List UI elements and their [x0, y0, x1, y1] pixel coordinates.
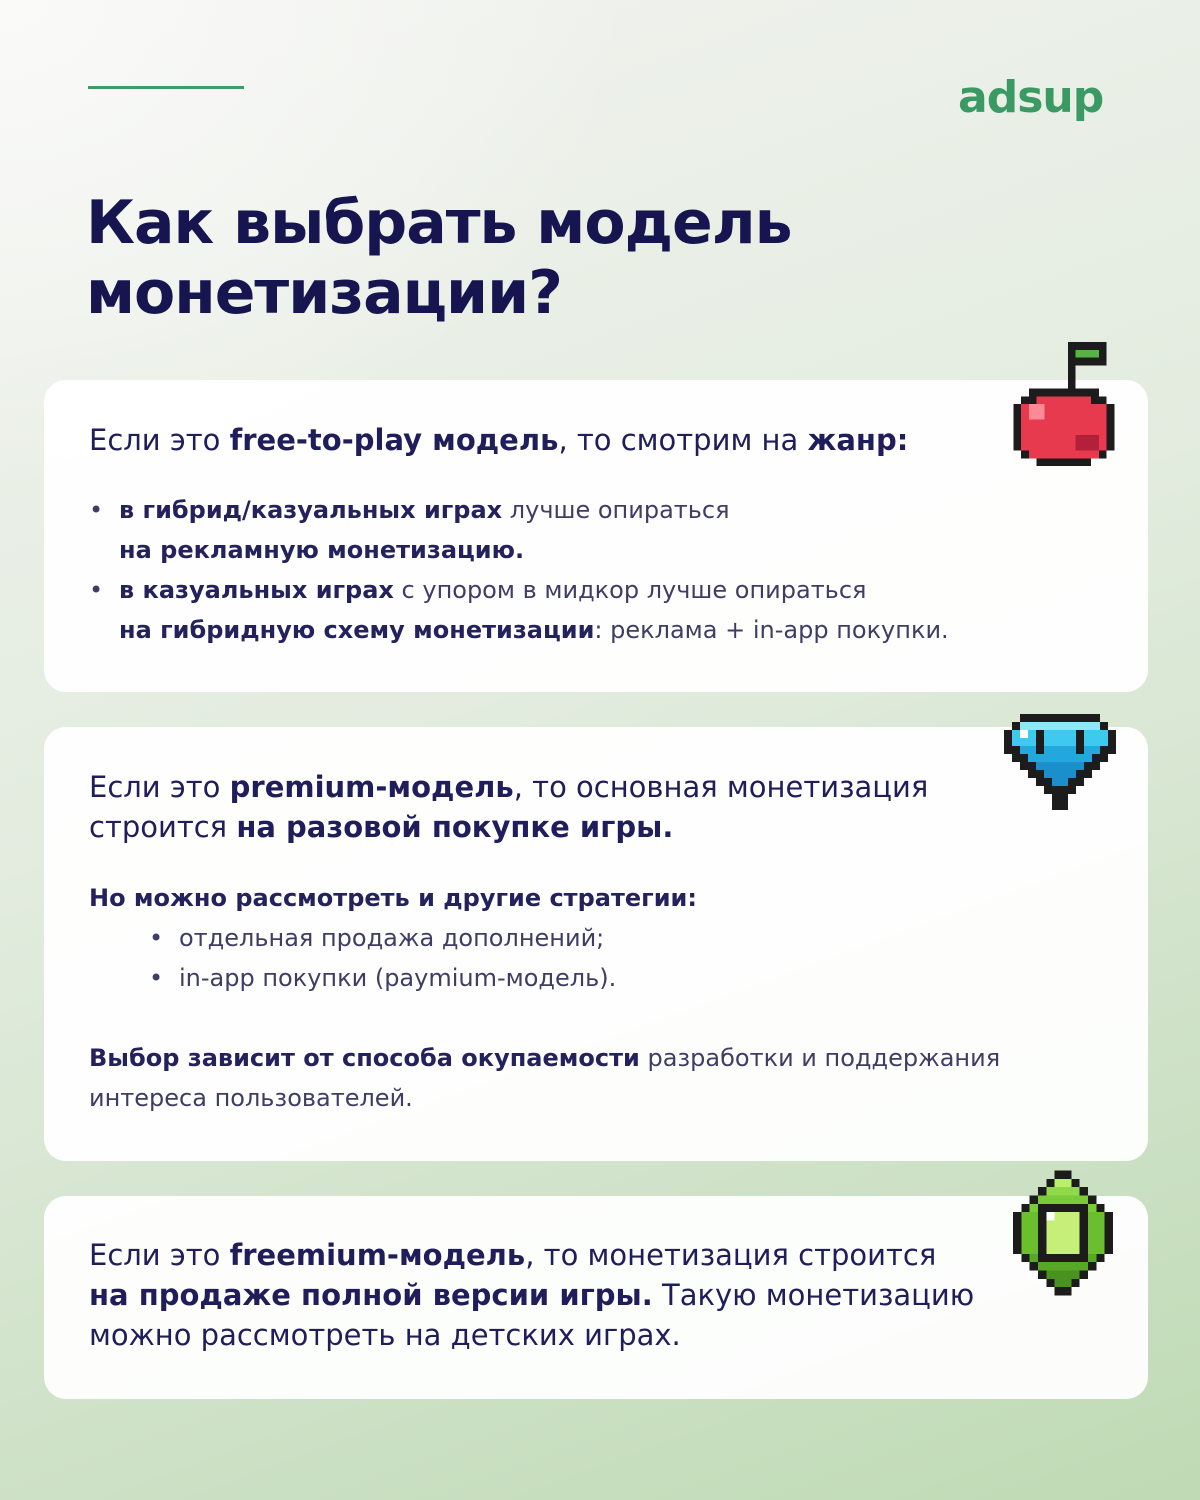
premium-card — [44, 727, 1148, 1161]
card1-lead-text: Если это — [89, 423, 230, 457]
card3-lead-model: freemium-модель — [229, 1238, 526, 1272]
card3-lead-bold: на продаже полной версии игры. — [89, 1278, 653, 1312]
card2-note-bold: Выбор зависит от способа окупаемости — [89, 1044, 640, 1072]
card2-lead-purchase: на разовой покупке игры. — [236, 810, 674, 844]
pixel-apple-icon — [1004, 342, 1116, 474]
card2-list — [149, 918, 616, 998]
card2-subheading-text: Но можно рассмотреть и другие стратегии: — [89, 884, 697, 912]
pixel-emerald-icon — [1013, 1170, 1113, 1296]
card2-note-text: разработки и поддержания — [639, 1044, 1001, 1072]
list-item — [89, 490, 949, 570]
title-line-2: монетизации? — [86, 258, 562, 328]
card3-lead — [89, 1235, 974, 1355]
list-item-text: с упором в мидкор лучше опираться — [393, 576, 867, 604]
list-item-bold-2: на рекламную монетизацию. — [119, 536, 525, 564]
card2-note-text-2: интереса пользователей. — [89, 1084, 413, 1112]
title-line-1: Как выбрать модель — [86, 188, 792, 258]
card2-lead-text-2: , то основная монетизация — [513, 770, 929, 804]
card1-lead-genre: жанр: — [807, 423, 909, 457]
list-item — [89, 570, 949, 650]
list-item: • in-app покупки (paymium-модель). — [149, 958, 616, 998]
freemium-card — [44, 1196, 1148, 1399]
free-to-play-card — [44, 380, 1148, 692]
list-item-text-2: : реклама + in-app покупки. — [594, 616, 949, 644]
card2-lead-text-3: строится — [89, 810, 237, 844]
list-item-bold: в казуальных играх — [119, 576, 394, 604]
brand-logo: adsup — [958, 72, 1104, 123]
page-title — [86, 188, 792, 328]
card2-lead-model: premium-модель — [229, 770, 514, 804]
card2-subheading — [89, 878, 697, 918]
card1-lead-text-2: , то смотрим на — [558, 423, 808, 457]
card3-lead-text-3: Такую монетизацию — [652, 1278, 975, 1312]
card1-lead-model: free-to-play модель — [229, 423, 559, 457]
card3-lead-text-2: , то монетизация строится — [525, 1238, 937, 1272]
card2-note — [89, 1038, 1000, 1118]
card3-lead-text: Если это — [89, 1238, 230, 1272]
card2-lead-text: Если это — [89, 770, 230, 804]
list-item-text: лучше опираться — [502, 496, 730, 524]
top-divider — [88, 86, 244, 89]
card3-lead-text-4: можно рассмотреть на детских играх. — [89, 1318, 681, 1352]
card1-lead — [89, 420, 908, 460]
list-item: • отдельная продажа дополнений; — [149, 918, 616, 958]
list-item-bold-2: на гибридную схему монетизации — [119, 616, 595, 644]
card2-lead — [89, 767, 928, 847]
list-item-bold: в гибрид/казуальных играх — [119, 496, 503, 524]
card1-list — [89, 490, 949, 650]
pixel-diamond-icon — [1004, 712, 1116, 812]
